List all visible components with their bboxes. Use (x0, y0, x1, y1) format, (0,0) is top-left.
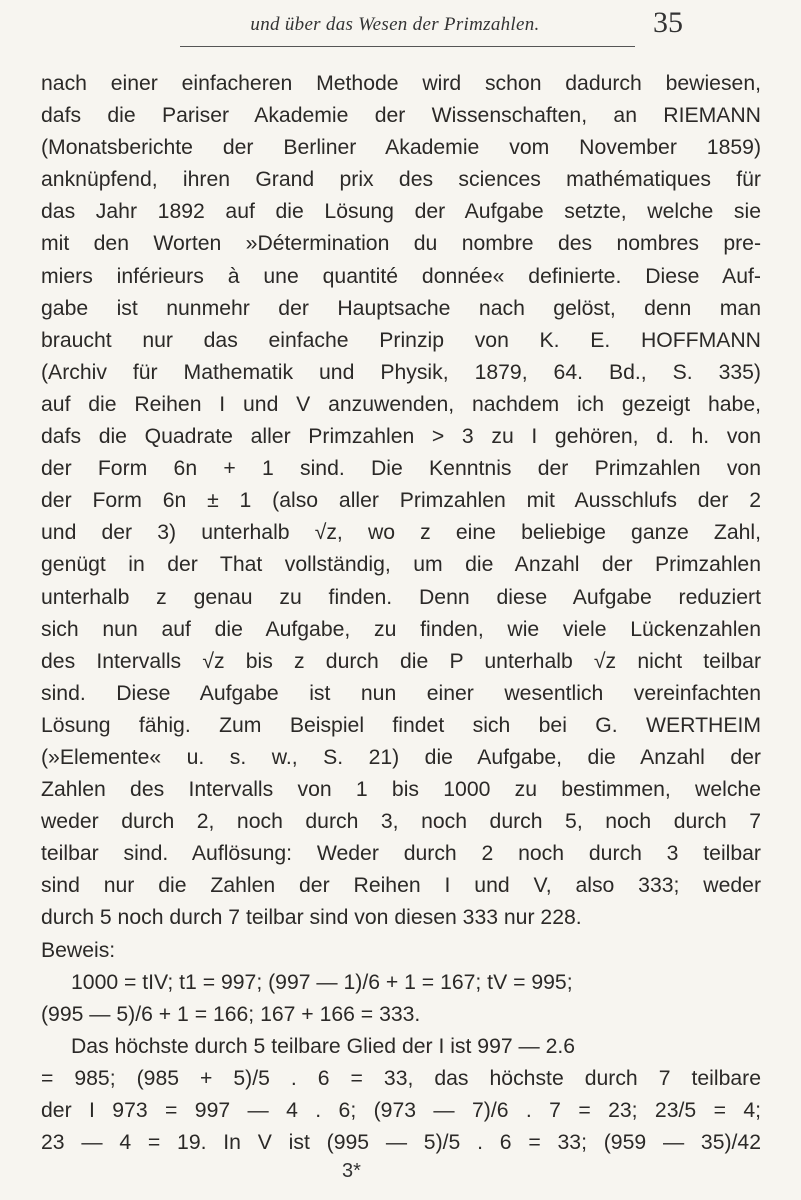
text-line: Das höchste durch 5 teilbare Glied der I ist 997 — 2.6 (71, 1034, 576, 1058)
formula-line: 23 — 4 = 19. In V ist (995 — 5)/5 . 6 = 33; (959 — 35)/42 (41, 1131, 761, 1155)
text-line: der Form 6n + 1 sind. Die Kenntnis der Primzahlen von (41, 457, 761, 481)
text-line: teilbar sind. Auflösung: Weder durch 2 noch durch 3 teilbar (41, 842, 761, 866)
text-line: mit den Worten »Détermination du nombre des nombres pre- (41, 232, 761, 256)
text-line: unterhalb z genau zu finden. Denn diese Aufgabe reduziert (41, 585, 761, 609)
text-line: genügt in der That vollständig, um die Anzahl der Primzahlen (41, 553, 761, 577)
text-line: miers inférieurs à une quantité donnée« definierte. Diese Auf- (41, 264, 761, 288)
text-line: dafs die Pariser Akademie der Wissenschaften, an RIEMANN (41, 104, 761, 128)
text-line: sind. Diese Aufgabe ist nun einer wesentlich vereinfachten (41, 681, 761, 705)
text-line: das Jahr 1892 auf die Lösung der Aufgabe setzte, welche sie (41, 200, 761, 224)
text-line: (Archiv für Mathematik und Physik, 1879, 64. Bd., S. 335) (41, 360, 761, 384)
text-line: (Monatsberichte der Berliner Akademie vom November 1859) (41, 136, 761, 160)
running-title: und über das Wesen der Primzahlen. (250, 14, 540, 35)
text-line: durch 5 noch durch 7 teilbar sind von diesen 333 nur 228. (41, 906, 582, 930)
text-line: der Form 6n ± 1 (also aller Primzahlen mit Ausschlufs der 2 (41, 489, 761, 513)
text-line: und der 3) unterhalb √z, wo z eine beliebige ganze Zahl, (41, 521, 761, 545)
text-line: Zahlen des Intervalls von 1 bis 1000 zu bestimmen, welche (41, 778, 761, 802)
text-line: Lösung fähig. Zum Beispiel findet sich bei G. WERTHEIM (41, 713, 761, 737)
header-rule (180, 46, 635, 47)
text-line: gabe ist nunmehr der Hauptsache nach gelöst, denn man (41, 296, 761, 320)
running-head (0, 6, 801, 42)
text-line: sind nur die Zahlen der Reihen I und V, also 333; weder (41, 874, 761, 898)
formula-line: = 985; (985 + 5)/5 . 6 = 33, das höchste durch 7 teilbare (41, 1066, 761, 1090)
page-number: 35 (653, 6, 683, 39)
body-text (41, 68, 761, 1159)
text-line: weder durch 2, noch durch 3, noch durch 5, noch durch 7 (41, 810, 761, 834)
text-line: anknüpfend, ihren Grand prix des sciences mathématiques für (41, 168, 761, 192)
text-line: nach einer einfacheren Methode wird schon dadurch bewiesen, (41, 72, 761, 95)
formula-line: 1000 = tIV; t1 = 997; (997 — 1)/6 + 1 = 167; tV = 995; (71, 970, 573, 994)
text-line: dafs die Quadrate aller Primzahlen > 3 zu I gehören, d. h. von (41, 425, 761, 449)
signature-mark: 3* (342, 1160, 361, 1182)
text-line: des Intervalls √z bis z durch die P unterhalb √z nicht teilbar (41, 649, 761, 673)
text-line: sich nun auf die Aufgabe, zu finden, wie viele Lückenzahlen (41, 617, 761, 641)
text-line: braucht nur das einfache Prinzip von K. E. HOFFMANN (41, 328, 761, 352)
formula-line: der I 973 = 997 — 4 . 6; (973 — 7)/6 . 7 = 23; 23/5 = 4; (41, 1099, 761, 1122)
text-line: Beweis: (41, 938, 116, 962)
text-line: auf die Reihen I und V anzuwenden, nachdem ich gezeigt habe, (41, 392, 761, 416)
text-line: (»Elemente« u. s. w., S. 21) die Aufgabe, die Anzahl der (41, 745, 761, 769)
formula-line: (995 — 5)/6 + 1 = 166; 167 + 166 = 333. (41, 1002, 421, 1026)
